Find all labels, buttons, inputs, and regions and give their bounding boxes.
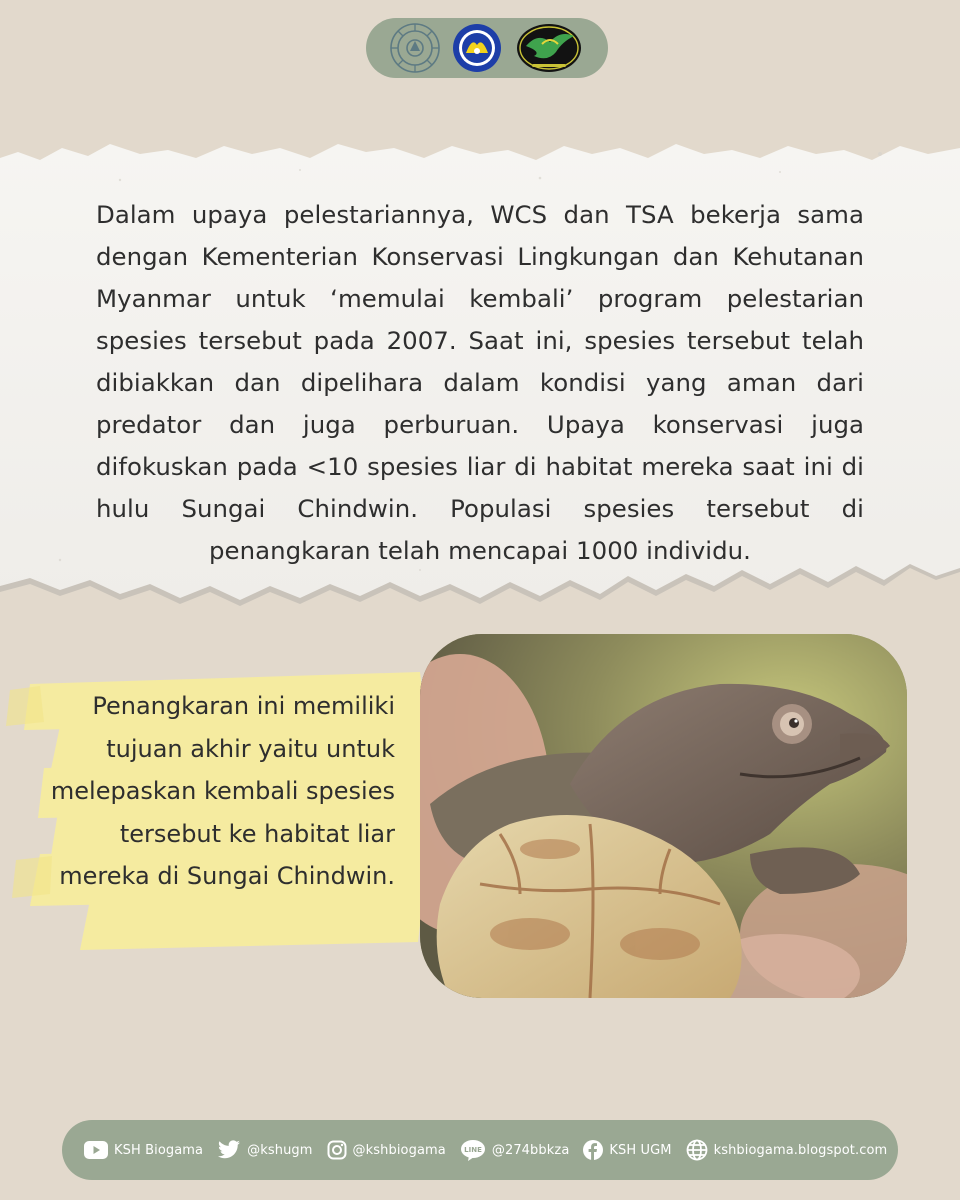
university-seal-logo (388, 21, 442, 75)
youtube-icon (84, 1141, 108, 1159)
facebook-icon (583, 1140, 603, 1160)
main-paragraph: Dalam upaya pelestariannya, WCS dan TSA bekerja sama dengan Kementerian Konservasi Lingkungan dan Kehutanan Myanmar untuk ‘memulai kembali’ program pelestarian spesies tersebut pada 2007. Saat ini, spesies tersebut telah dibiakkan dan dipelihara dalam kondisi yang aman dari predator dan juga perburuan. Upaya konservasi juga difokuskan pada <10 spesies liar di habitat mereka saat ini di hulu Sungai Chindwin. Populasi spesies tersebut di penangkaran telah mencapai 1000 individu. (96, 200, 864, 565)
social-instagram[interactable] (327, 1140, 446, 1160)
social-instagram-label: @kshbiogama (352, 1142, 446, 1158)
social-facebook[interactable] (583, 1140, 671, 1160)
turtle-photo (420, 634, 907, 998)
social-line[interactable] (460, 1139, 570, 1161)
logo-bar (366, 18, 608, 78)
highlight-paragraph: Penangkaran ini memiliki tujuan akhir yaitu untuk melepaskan kembali spesies tersebut ke habitat liar mereka di Sungai Chindwin. (50, 692, 395, 890)
social-blog[interactable] (686, 1139, 888, 1161)
study-group-logo (452, 23, 502, 73)
svg-text:LINE: LINE (463, 1146, 482, 1154)
social-facebook-label: KSH UGM (609, 1142, 672, 1158)
social-blog-label: kshbiogama.blogspot.com (713, 1142, 888, 1158)
highlight-block (0, 650, 450, 980)
globe-icon (686, 1139, 708, 1161)
social-youtube-label: KSH Biogama (114, 1142, 204, 1158)
social-twitter-label: @kshugm (247, 1142, 313, 1158)
social-youtube[interactable] (84, 1141, 203, 1159)
social-twitter[interactable] (217, 1140, 312, 1160)
instagram-icon (327, 1140, 347, 1160)
line-icon (460, 1139, 486, 1161)
torn-paper-card (0, 140, 960, 620)
biogama-bird-logo (512, 22, 586, 74)
twitter-icon (217, 1140, 241, 1160)
social-footer (62, 1120, 898, 1180)
social-line-label: @274bbkza (491, 1142, 570, 1158)
